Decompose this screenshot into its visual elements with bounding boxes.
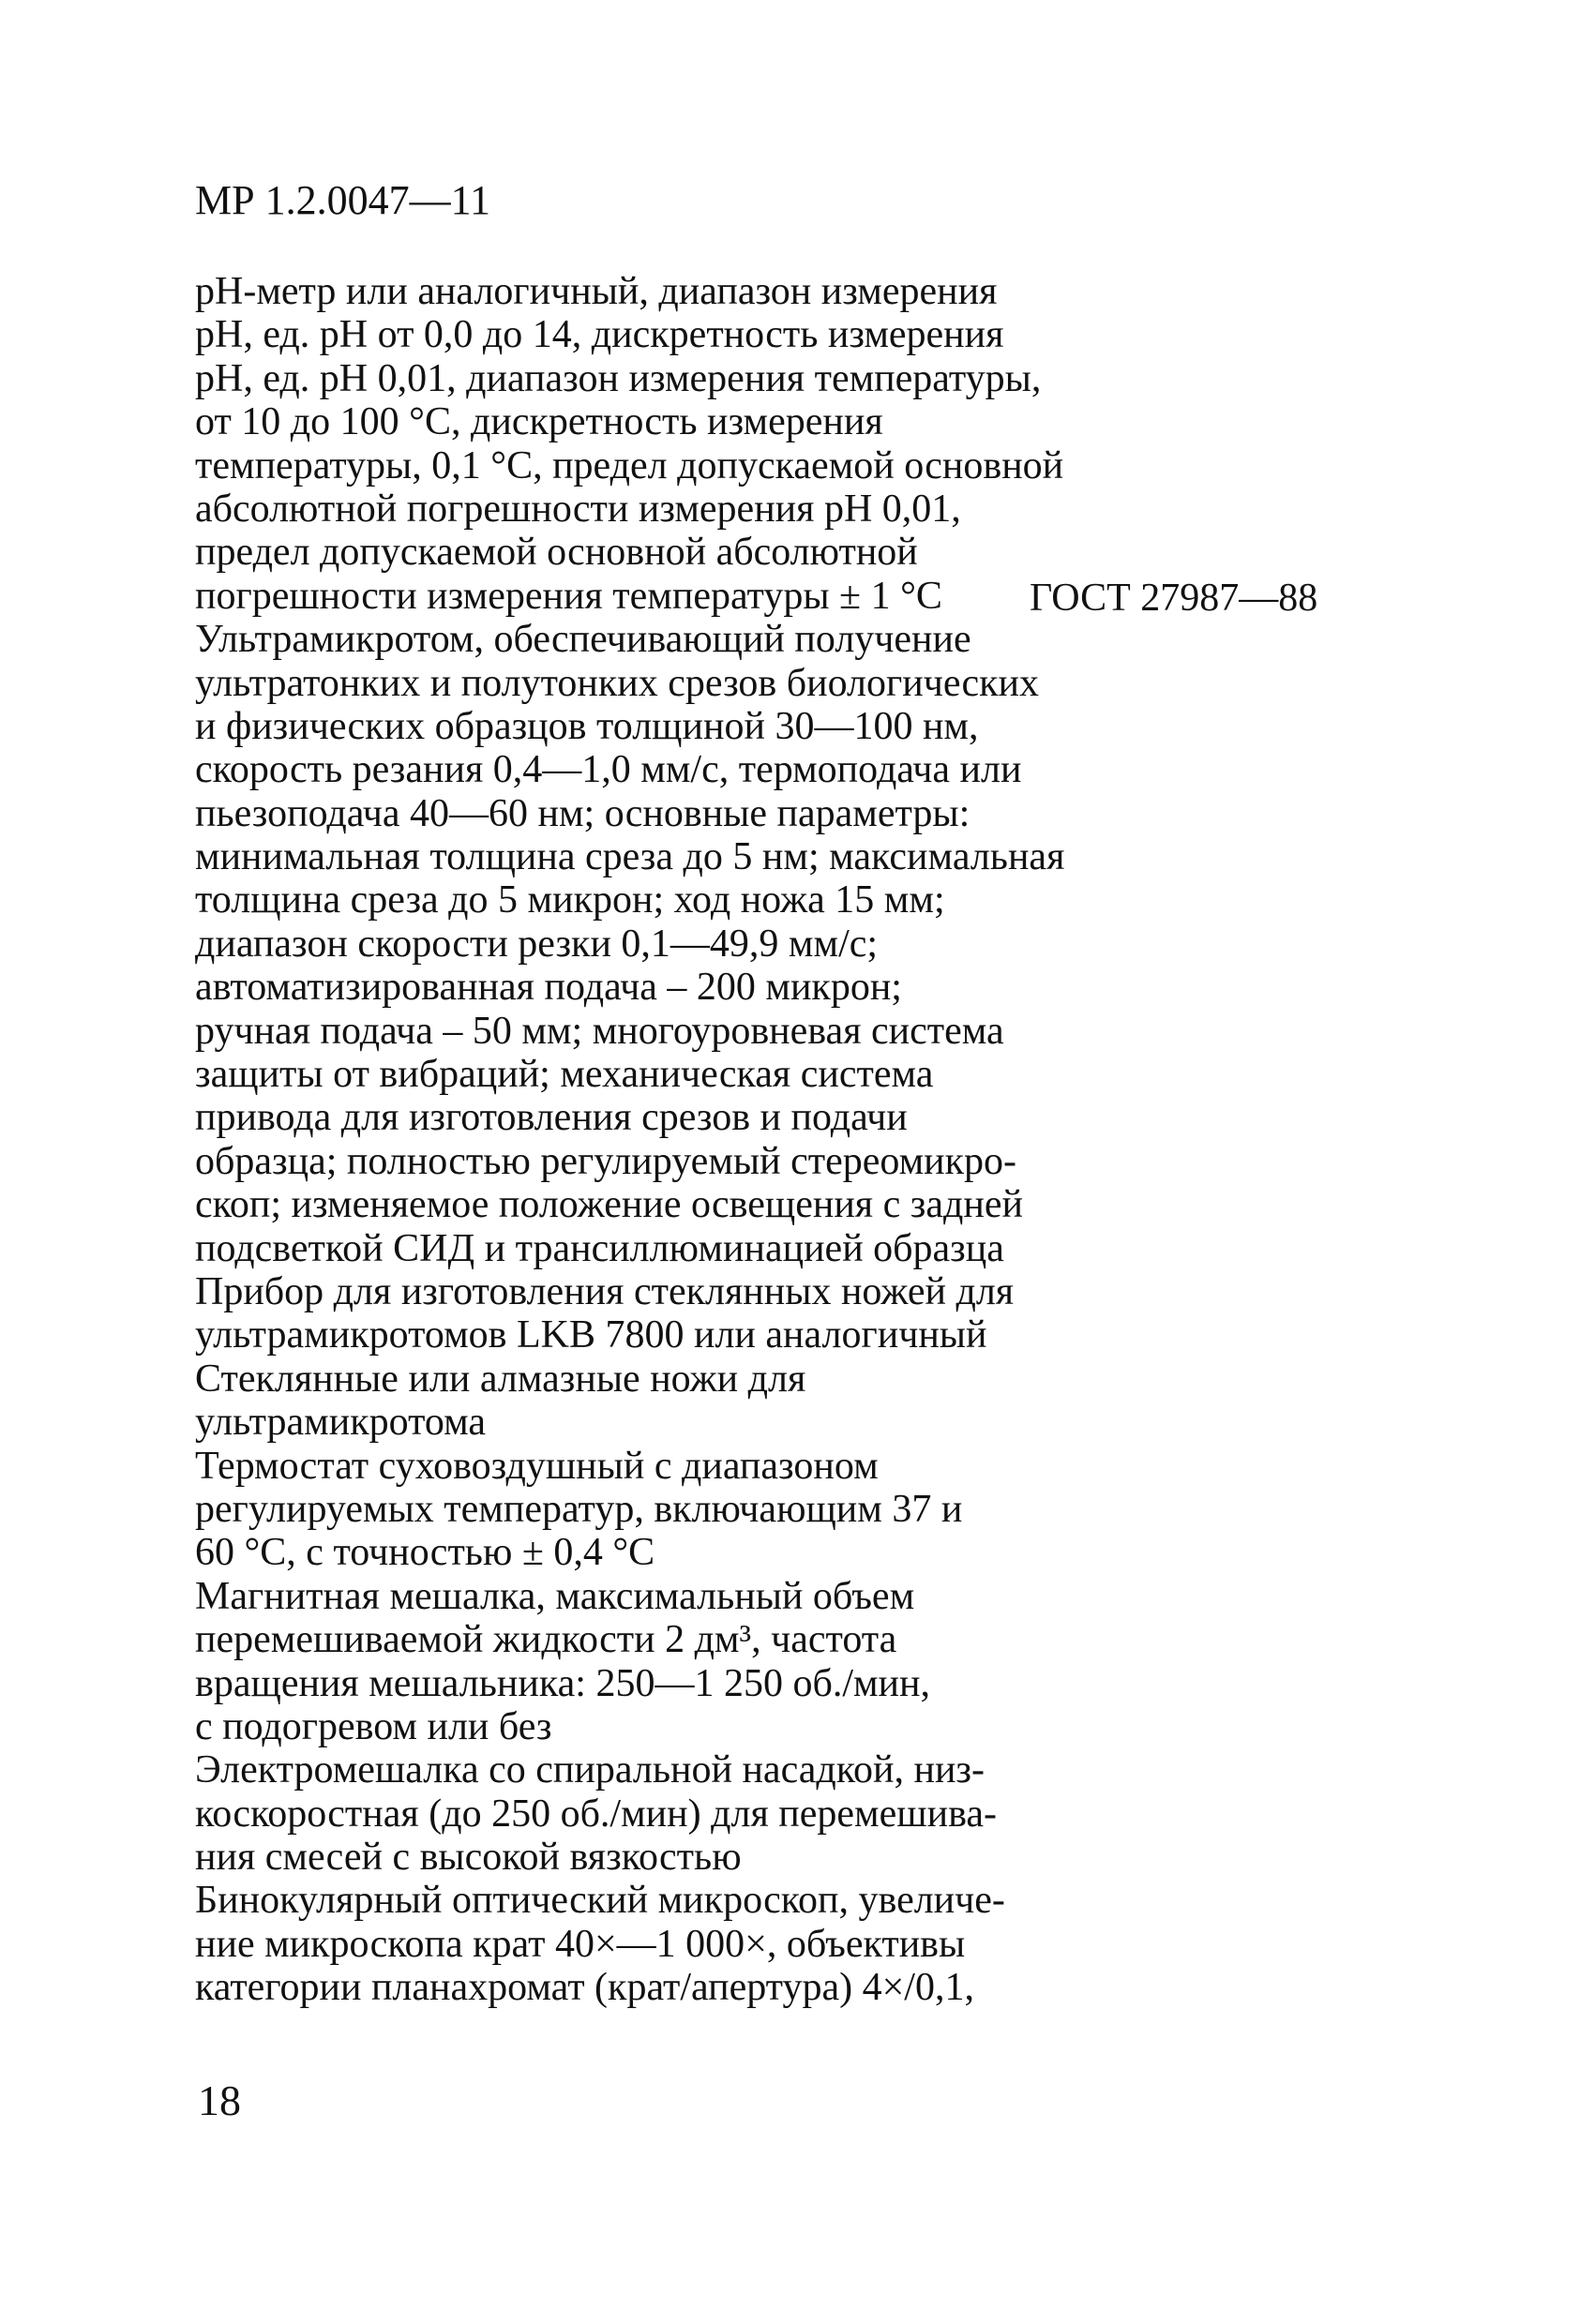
text-line: привода для изготовления срезов и подачи — [195, 1096, 908, 1140]
text-line: Бинокулярный оптический микроскоп, увеличе- — [195, 1879, 1005, 1923]
text-line: Стеклянные или алмазные ножи для — [195, 1357, 806, 1401]
text-line: скорость резания 0,4—1,0 мм/с, термоподача или — [195, 748, 1022, 792]
text-line: с подогревом или без — [195, 1704, 552, 1748]
text-line: абсолютной погрешности измерения рН 0,01, — [195, 487, 961, 531]
text-line: рН-метр или аналогичный, диапазон измерения — [195, 270, 998, 313]
text-line: защиты от вибраций; механическая система — [195, 1053, 934, 1097]
text-line: категории планахромат (крат/апертура) 4×/0,1, — [195, 1966, 974, 2010]
text-line: от 10 до 100 °С, дискретность измерения — [195, 400, 883, 444]
text-line: минимальная толщина среза до 5 нм; максимальная — [195, 835, 1065, 879]
text-line: автоматизированная подача – 200 микрон; — [195, 966, 902, 1010]
equipment-text-column — [195, 270, 1065, 2010]
text-line: ручная подача – 50 мм; многоуровневая система — [195, 1009, 1004, 1053]
text-line: скоп; изменяемое положение освещения с задней — [195, 1183, 1023, 1227]
standard-reference: ГОСТ 27987—88 — [1030, 577, 1318, 620]
text-line: температуры, 0,1 °С, предел допускаемой основной — [195, 443, 1064, 487]
document-code-header: МР 1.2.0047—11 — [195, 177, 490, 223]
text-line: ультратонких и полутонких срезов биологических — [195, 661, 1040, 705]
text-line: Магнитная мешалка, максимальный объем — [195, 1574, 915, 1618]
text-line: образца; полностью регулируемый стереомикро- — [195, 1139, 1017, 1183]
page-number: 18 — [198, 2077, 241, 2124]
text-line: перемешиваемой жидкости 2 дм³, частота — [195, 1618, 897, 1662]
text-line: ния смесей с высокой вязкостью — [195, 1836, 742, 1880]
text-line: и физических образцов толщиной 30—100 нм, — [195, 704, 979, 748]
text-line: погрешности измерения температуры ± 1 °С — [195, 574, 942, 618]
text-line: диапазон скорости резки 0,1—49,9 мм/с; — [195, 922, 879, 966]
text-line: ультрамикротомов LKB 7800 или аналогичный — [195, 1313, 987, 1357]
text-line: Электромешалка со спиральной насадкой, низ- — [195, 1748, 986, 1792]
text-line: регулируемых температур, включающим 37 и — [195, 1487, 963, 1531]
text-line: толщина среза до 5 микрон; ход ножа 15 мм; — [195, 878, 945, 922]
text-line: Ультрамикротом, обеспечивающий получение — [195, 618, 971, 662]
text-line: Прибор для изготовления стеклянных ножей для — [195, 1269, 1015, 1313]
text-line: рН, ед. рН 0,01, диапазон измерения температуры, — [195, 356, 1042, 400]
text-line: коскоростная (до 250 об./мин) для перемешива- — [195, 1792, 997, 1836]
text-line: рН, ед. рН от 0,0 до 14, дискретность измерения — [195, 313, 1004, 357]
text-line: ние микроскопа крат 40×—1 000×, объективы — [195, 1922, 966, 1966]
text-line: предел допускаемой основной абсолютной — [195, 531, 918, 575]
text-line: ультрамикротома — [195, 1401, 487, 1445]
text-line: вращения мешальника: 250—1 250 об./мин, — [195, 1661, 931, 1705]
text-line: пьезоподача 40—60 нм; основные параметры: — [195, 791, 971, 835]
text-line: 60 °С, с точностью ± 0,4 °С — [195, 1531, 655, 1575]
text-line: Термостат суховоздушный с диапазоном — [195, 1444, 879, 1488]
text-line: подсветкой СИД и трансиллюминацией образца — [195, 1226, 1004, 1270]
